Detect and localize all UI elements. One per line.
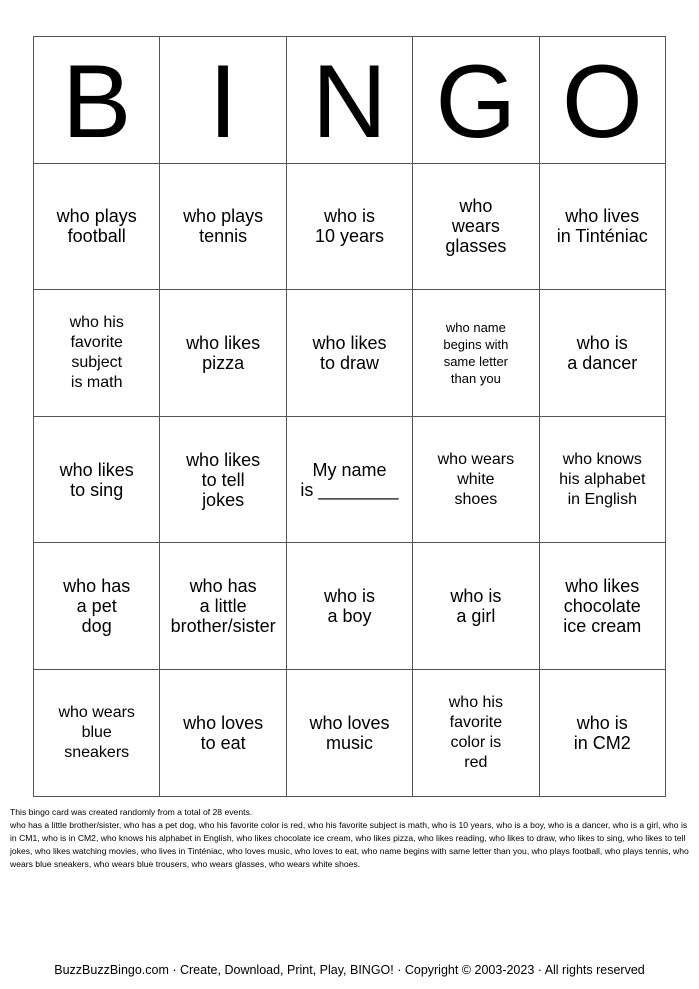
- bingo-cell: who is 10 years: [286, 163, 412, 290]
- bingo-row-4: [34, 543, 666, 670]
- bingo-header-row: [34, 37, 666, 164]
- bingo-cell: who likes to sing: [34, 416, 160, 543]
- bingo-cell: who has a little brother/sister: [160, 543, 286, 670]
- header-letter-o: O: [539, 37, 665, 164]
- bingo-cell: who likes to draw: [286, 290, 412, 417]
- bingo-cell: who is in CM2: [539, 669, 665, 796]
- bingo-cell: who plays tennis: [160, 163, 286, 290]
- card-info-events: who has a little brother/sister, who has a pet dog, who his favorite color is red, who his favorite subject is math, who is 10 years, who is a boy, who is a dancer, who is a girl, who is in CM1, who is in CM2, who knows his alphabet in English, who likes chocolate ice cream, who likes pizza, who likes reading, who likes to draw, who likes to sing, who likes to tell jokes, who likes watching movies, who lives in Tinténiac, who loves music, who loves to eat, who name begins with same letter than you, who plays football, who plays tennis, who wears blue sneakers, who wears blue trousers, who wears glasses, who wears white shoes.: [10, 820, 689, 869]
- header-letter-n: N: [286, 37, 412, 164]
- bingo-cell: who wears white shoes: [413, 416, 539, 543]
- header-letter-i: I: [160, 37, 286, 164]
- bingo-cell: who has a pet dog: [34, 543, 160, 670]
- header-letter-b: B: [34, 37, 160, 164]
- page-footer: BuzzBuzzBingo.com · Create, Download, Print, Play, BINGO! · Copyright © 2003-2023 · All rights reserved: [54, 963, 645, 977]
- bingo-cell: who wears blue sneakers: [34, 669, 160, 796]
- bingo-free-cell: My name is ________: [286, 416, 412, 543]
- bingo-cell: who loves to eat: [160, 669, 286, 796]
- bingo-card: [33, 36, 666, 797]
- bingo-row-1: [34, 163, 666, 290]
- bingo-cell: who loves music: [286, 669, 412, 796]
- bingo-cell: who wears glasses: [413, 163, 539, 290]
- bingo-cell: who plays football: [34, 163, 160, 290]
- bingo-cell: who is a dancer: [539, 290, 665, 417]
- card-info-intro: This bingo card was created randomly from a total of 28 events.: [10, 807, 253, 817]
- bingo-row-3: [34, 416, 666, 543]
- bingo-cell: who likes pizza: [160, 290, 286, 417]
- bingo-cell: who his favorite subject is math: [34, 290, 160, 417]
- bingo-cell: who likes to tell jokes: [160, 416, 286, 543]
- bingo-cell: who likes chocolate ice cream: [539, 543, 665, 670]
- bingo-row-2: [34, 290, 666, 417]
- bingo-cell: who is a girl: [413, 543, 539, 670]
- bingo-cell: who knows his alphabet in English: [539, 416, 665, 543]
- header-letter-g: G: [413, 37, 539, 164]
- card-info: [10, 806, 690, 871]
- bingo-cell: who is a boy: [286, 543, 412, 670]
- bingo-cell: who lives in Tinténiac: [539, 163, 665, 290]
- bingo-cell: who his favorite color is red: [413, 669, 539, 796]
- bingo-row-5: [34, 669, 666, 796]
- bingo-cell: who name begins with same letter than you: [413, 290, 539, 417]
